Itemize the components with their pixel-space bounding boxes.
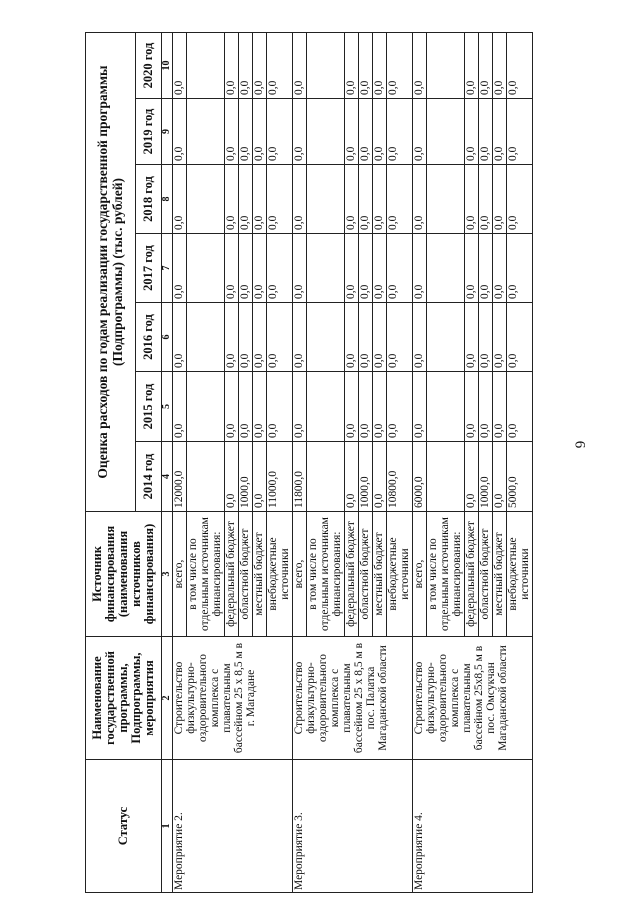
value-cell: 0,0 xyxy=(225,303,239,372)
value-cell: 0,0 xyxy=(479,32,493,98)
value-cell: 0,0 xyxy=(507,303,533,372)
value-cell: 0,0 xyxy=(225,99,239,165)
value-cell: 0,0 xyxy=(465,234,479,303)
source-cell: областной бюджет xyxy=(239,512,253,637)
value-cell xyxy=(427,303,465,372)
source-cell: в том числе по отдельным источникам финансирования: xyxy=(187,512,225,637)
column-number: 8 xyxy=(162,165,173,234)
value-cell: 0,0 xyxy=(413,99,427,165)
value-cell: 0,0 xyxy=(493,165,507,234)
value-cell: 0,0 xyxy=(507,32,533,98)
header-year: 2016 год xyxy=(136,303,162,372)
source-cell: областной бюджет xyxy=(479,512,493,637)
status-cell: Мероприятие 2. xyxy=(173,760,293,893)
header-year: 2017 год xyxy=(136,234,162,303)
value-cell: 0,0 xyxy=(373,442,387,512)
value-cell: 0,0 xyxy=(173,165,187,234)
value-cell: 0,0 xyxy=(465,32,479,98)
value-cell: 0,0 xyxy=(465,99,479,165)
header-row-top xyxy=(86,32,136,892)
name-cell: Строительство физкультурно-оздоровительного комплекса с плавательным бассейном 25 х 8,5 м в г. Магадане xyxy=(173,637,293,760)
value-cell: 0,0 xyxy=(465,303,479,372)
value-cell: 0,0 xyxy=(413,303,427,372)
value-cell xyxy=(307,165,345,234)
value-cell xyxy=(427,99,465,165)
value-cell: 0,0 xyxy=(267,372,293,442)
source-cell: федеральный бюджет xyxy=(345,512,359,637)
table-body xyxy=(173,32,533,892)
value-cell: 0,0 xyxy=(239,165,253,234)
value-cell: 0,0 xyxy=(493,372,507,442)
header-year: 2014 год xyxy=(136,442,162,512)
value-cell: 0,0 xyxy=(493,99,507,165)
value-cell: 0,0 xyxy=(345,32,359,98)
value-cell: 0,0 xyxy=(173,372,187,442)
value-cell: 0,0 xyxy=(479,372,493,442)
value-cell: 0,0 xyxy=(253,165,267,234)
value-cell: 1000,0 xyxy=(359,442,373,512)
table-row xyxy=(413,32,427,892)
column-number: 10 xyxy=(162,32,173,98)
value-cell: 0,0 xyxy=(387,32,413,98)
value-cell: 0,0 xyxy=(267,99,293,165)
table-row xyxy=(293,32,307,892)
source-cell: всего, xyxy=(173,512,187,637)
value-cell: 0,0 xyxy=(479,303,493,372)
value-cell: 0,0 xyxy=(387,372,413,442)
header-year: 2018 год xyxy=(136,165,162,234)
value-cell: 0,0 xyxy=(239,32,253,98)
source-cell: внебюджетные источники xyxy=(267,512,293,637)
source-cell: федеральный бюджет xyxy=(465,512,479,637)
value-cell: 1000,0 xyxy=(239,442,253,512)
value-cell xyxy=(427,234,465,303)
value-cell: 0,0 xyxy=(225,165,239,234)
value-cell: 0,0 xyxy=(239,372,253,442)
value-cell: 5000,0 xyxy=(507,442,533,512)
status-cell: Мероприятие 3. xyxy=(293,760,413,893)
value-cell: 0,0 xyxy=(253,372,267,442)
value-cell: 0,0 xyxy=(267,303,293,372)
value-cell: 0,0 xyxy=(507,165,533,234)
value-cell: 0,0 xyxy=(345,372,359,442)
value-cell: 0,0 xyxy=(267,234,293,303)
value-cell: 0,0 xyxy=(465,442,479,512)
value-cell: 0,0 xyxy=(345,234,359,303)
value-cell: 0,0 xyxy=(413,234,427,303)
value-cell: 0,0 xyxy=(507,372,533,442)
value-cell xyxy=(427,32,465,98)
value-cell: 0,0 xyxy=(293,303,307,372)
value-cell xyxy=(187,372,225,442)
table-row xyxy=(173,32,187,892)
source-cell: местный бюджет xyxy=(493,512,507,637)
value-cell xyxy=(427,165,465,234)
source-cell: в том числе по отдельным источникам финансирования: xyxy=(307,512,345,637)
value-cell: 0,0 xyxy=(345,99,359,165)
value-cell: 0,0 xyxy=(359,234,373,303)
value-cell: 0,0 xyxy=(387,303,413,372)
value-cell: 0,0 xyxy=(293,234,307,303)
value-cell: 0,0 xyxy=(387,99,413,165)
value-cell: 0,0 xyxy=(465,372,479,442)
column-number: 9 xyxy=(162,99,173,165)
source-cell: внебюджетные источники xyxy=(507,512,533,637)
column-number: 3 xyxy=(162,512,173,637)
budget-table xyxy=(85,32,533,893)
value-cell: 0,0 xyxy=(479,234,493,303)
source-cell: всего, xyxy=(413,512,427,637)
value-cell xyxy=(307,99,345,165)
value-cell: 1000,0 xyxy=(479,442,493,512)
value-cell xyxy=(187,442,225,512)
value-cell: 0,0 xyxy=(293,165,307,234)
value-cell: 0,0 xyxy=(239,234,253,303)
value-cell xyxy=(307,234,345,303)
value-cell xyxy=(427,372,465,442)
value-cell: 0,0 xyxy=(359,32,373,98)
value-cell xyxy=(307,32,345,98)
header-year: 2020 год xyxy=(136,32,162,98)
name-cell: Строительство физкультурно-оздоровительного комплекса с плавательным бассейном 25 х 8,5 м в пос. Палатка Магаданской области xyxy=(293,637,413,760)
value-cell: 0,0 xyxy=(253,303,267,372)
column-number: 2 xyxy=(162,637,173,760)
value-cell: 0,0 xyxy=(267,165,293,234)
header-year: 2019 год xyxy=(136,99,162,165)
column-number-row xyxy=(162,32,173,892)
value-cell xyxy=(187,303,225,372)
page-number: 6 xyxy=(571,440,588,449)
value-cell: 0,0 xyxy=(359,303,373,372)
value-cell: 0,0 xyxy=(493,234,507,303)
header-status: Статус xyxy=(86,760,162,893)
value-cell: 0,0 xyxy=(413,165,427,234)
source-cell: федеральный бюджет xyxy=(225,512,239,637)
value-cell: 0,0 xyxy=(413,372,427,442)
value-cell: 0,0 xyxy=(225,32,239,98)
value-cell: 0,0 xyxy=(507,99,533,165)
value-cell: 0,0 xyxy=(253,442,267,512)
value-cell: 0,0 xyxy=(413,32,427,98)
column-number: 6 xyxy=(162,303,173,372)
status-cell: Мероприятие 4. xyxy=(413,760,533,893)
value-cell: 11800,0 xyxy=(293,442,307,512)
value-cell: 0,0 xyxy=(173,32,187,98)
source-cell: местный бюджет xyxy=(373,512,387,637)
value-cell: 0,0 xyxy=(225,372,239,442)
name-cell: Строительство физкультурно-оздоровительного комплекса с плавательным бассейном 25х8,5 м в пос. Омсукчан Магаданской области xyxy=(413,637,533,760)
value-cell xyxy=(187,99,225,165)
value-cell: 0,0 xyxy=(387,234,413,303)
value-cell: 0,0 xyxy=(253,234,267,303)
value-cell: 0,0 xyxy=(225,442,239,512)
header-estimate: Оценка расходов по годам реализации государственной программы (Подпрограммы) (тыс. рублей) xyxy=(86,32,136,511)
source-cell: местный бюджет xyxy=(253,512,267,637)
value-cell: 0,0 xyxy=(173,303,187,372)
value-cell: 0,0 xyxy=(267,32,293,98)
value-cell: 0,0 xyxy=(359,165,373,234)
value-cell: 0,0 xyxy=(493,32,507,98)
value-cell: 0,0 xyxy=(479,165,493,234)
value-cell: 0,0 xyxy=(225,234,239,303)
value-cell: 0,0 xyxy=(345,442,359,512)
value-cell: 0,0 xyxy=(507,234,533,303)
value-cell xyxy=(427,442,465,512)
value-cell: 0,0 xyxy=(373,165,387,234)
source-cell: всего, xyxy=(293,512,307,637)
value-cell xyxy=(307,442,345,512)
value-cell: 0,0 xyxy=(359,372,373,442)
value-cell: 0,0 xyxy=(293,372,307,442)
column-number: 1 xyxy=(162,760,173,893)
source-cell: внебюджетные источники xyxy=(387,512,413,637)
column-number: 4 xyxy=(162,442,173,512)
value-cell: 0,0 xyxy=(479,99,493,165)
header-year: 2015 год xyxy=(136,372,162,442)
value-cell xyxy=(187,32,225,98)
value-cell xyxy=(187,165,225,234)
value-cell: 0,0 xyxy=(239,303,253,372)
rotated-table-container xyxy=(85,33,545,893)
value-cell: 0,0 xyxy=(253,99,267,165)
value-cell: 10800,0 xyxy=(387,442,413,512)
value-cell: 0,0 xyxy=(239,99,253,165)
value-cell: 0,0 xyxy=(345,165,359,234)
value-cell: 0,0 xyxy=(253,32,267,98)
value-cell: 0,0 xyxy=(173,99,187,165)
value-cell: 0,0 xyxy=(373,372,387,442)
value-cell: 0,0 xyxy=(493,442,507,512)
value-cell: 0,0 xyxy=(373,99,387,165)
value-cell: 0,0 xyxy=(293,99,307,165)
value-cell xyxy=(307,372,345,442)
value-cell: 0,0 xyxy=(293,32,307,98)
header-name: Наименование государственной программы, Подпрограммы, мероприятия xyxy=(86,637,162,760)
value-cell: 0,0 xyxy=(373,234,387,303)
value-cell: 11000,0 xyxy=(267,442,293,512)
source-cell: областной бюджет xyxy=(359,512,373,637)
column-number: 7 xyxy=(162,234,173,303)
value-cell: 6000,0 xyxy=(413,442,427,512)
value-cell: 0,0 xyxy=(373,303,387,372)
value-cell: 0,0 xyxy=(387,165,413,234)
value-cell: 0,0 xyxy=(359,99,373,165)
value-cell: 0,0 xyxy=(373,32,387,98)
source-cell: в том числе по отдельным источникам финансирования: xyxy=(427,512,465,637)
value-cell: 12000,0 xyxy=(173,442,187,512)
column-number: 5 xyxy=(162,372,173,442)
value-cell xyxy=(307,303,345,372)
value-cell: 0,0 xyxy=(173,234,187,303)
value-cell: 0,0 xyxy=(345,303,359,372)
value-cell: 0,0 xyxy=(493,303,507,372)
header-source: Источник финансирования (наименования источников финансирования) xyxy=(86,512,162,637)
value-cell xyxy=(187,234,225,303)
value-cell: 0,0 xyxy=(465,165,479,234)
